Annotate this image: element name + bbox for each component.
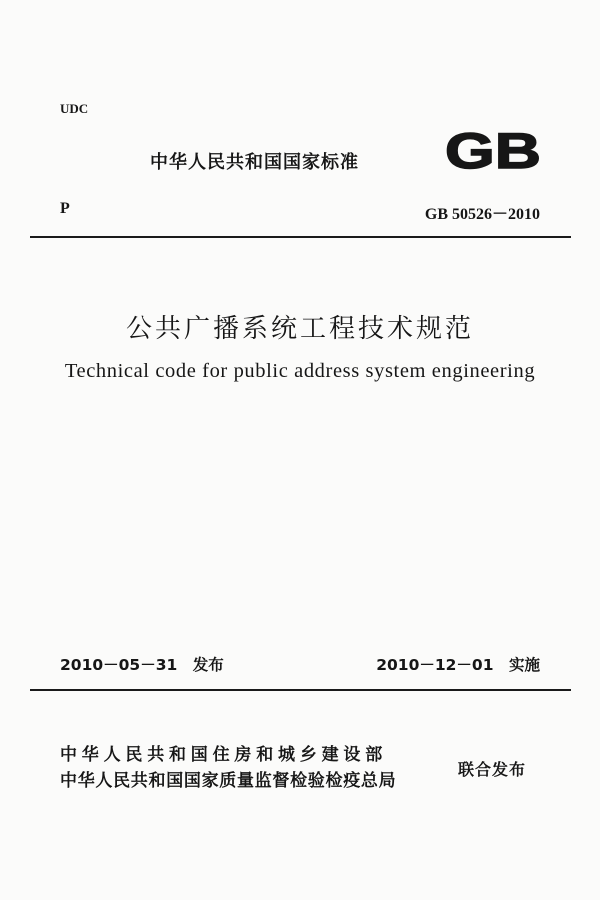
classification-code: P xyxy=(60,200,70,217)
issuer-aqsiq: 中华人民共和国国家质量监督检验检疫总局 xyxy=(60,771,397,791)
implementation-date: 2010－12－01 实施 xyxy=(376,656,540,674)
national-standard-title: 中华人民共和国国家标准 xyxy=(150,152,359,173)
issuer-ministry: 中华人民共和国住房和城乡建设部 xyxy=(60,745,387,765)
top-divider xyxy=(30,236,571,238)
joint-issue-label: 联合发布 xyxy=(458,760,527,779)
document-title-chinese: 公共广播系统工程技术规范 xyxy=(125,314,474,344)
udc-label: UDC xyxy=(60,101,89,116)
gb-logo-text: GB xyxy=(445,124,541,176)
bottom-divider xyxy=(30,689,571,691)
gb-logo xyxy=(441,124,545,176)
standard-number: GB 50526－2010 xyxy=(424,206,540,223)
issue-date: 2010－05－31 发布 xyxy=(60,656,224,674)
document-title-english: Technical code for public address system engineering xyxy=(64,360,536,382)
